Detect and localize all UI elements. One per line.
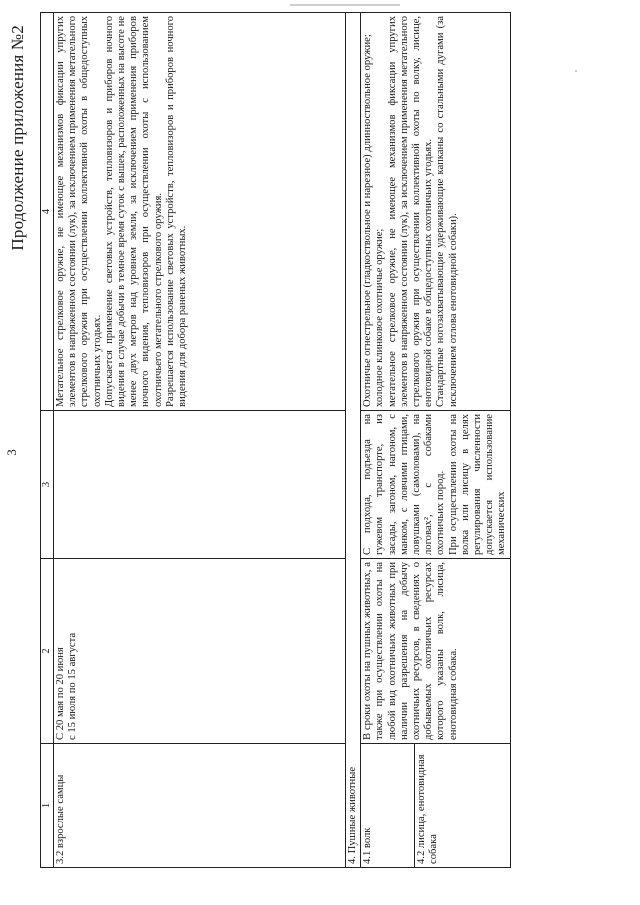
section-row <box>346 13 361 868</box>
species-cell: 3.2 взрослые самцы <box>54 744 346 868</box>
page-number: 3 <box>4 449 19 456</box>
tools-paragraph: холодное клинковое охотничье оружие; <box>374 228 386 407</box>
methods-paragraph: При осуществлении охоты на волка или лисицу в целях регулирования численности допускается использование механических <box>447 414 508 555</box>
period-line: с 15 июля по 15 августа <box>67 632 79 740</box>
periods-cell: В сроки охоты на пушных животных, а также при осуществлении охоты на любой вид охотничьих животных при наличии разрешения на добычу охотничьих ресурсов, в сведениях о добываемых охотничьих ресурсах которого указаны волк, лисица, енотовидная собака. <box>361 559 510 744</box>
methods-paragraph: С подхода, подъезда на гужевом транспорте, из засады, загоном, нагоном, с манком, с ловчими птицами, ловушками (самоловами), на логовах², с собаками охотничьих пород. <box>362 414 447 555</box>
section-title: 4. Пушные животные <box>346 13 361 868</box>
appendix-title: Продолжение приложения №2 <box>8 25 27 251</box>
species-cell: 4.2 лисица, енотовидная собака <box>414 744 510 868</box>
table-row <box>361 13 414 868</box>
column-header: 3 <box>41 411 54 559</box>
tools-paragraph: метательное стрелковое оружие, не имеющее механизмов фиксации упругих элементов в напряженном состоянии (лук), за исключением применения метательного стрелкового оружия при осуществлении коллективной охоты по волку, лисице, енотовидной собаке в общедоступных охотничьих угодьях. <box>386 16 435 407</box>
hunting-regulation-table <box>40 12 511 868</box>
tools-cell <box>54 13 346 411</box>
tools-paragraph: Стандартные ногозахватывающие удерживающие капканы со стальными дугами (за исключением отлова енотовидной собаки). <box>435 16 459 407</box>
column-header: 2 <box>41 559 54 744</box>
tools-paragraph: Охотничье огнестрельное (гладкоствольное и нарезное) длинноствольное оружие; <box>362 34 374 407</box>
methods-cell <box>361 411 510 559</box>
periods-cell <box>54 559 346 744</box>
table-row <box>54 13 346 868</box>
column-header: 1 <box>41 744 54 868</box>
period-line: С 20 мая по 20 июня <box>55 647 66 740</box>
tools-paragraph: Разрешается использование световых устройств, тепловизоров и приборов ночного видения для добора раненых животных. <box>164 16 189 407</box>
tools-paragraph: Метательное стрелковое оружие, не имеющее механизмов фиксации упругих элементов в напряженном состоянии (лук), за исключением применения метательного стрелкового оружия при осуществлении коллективной охоты в общедоступных охотничьих угодьях. <box>55 16 103 407</box>
methods-cell <box>54 411 346 559</box>
column-header: 4 <box>41 13 54 411</box>
tools-paragraph: Допускается применение световых устройств, тепловизоров и приборов ночного видения в случае добычи в темное время суток с вышек, расположенных на высоте не менее двух метров над уровнем земли, за исключением применения приборов ночного видения, тепловизоров при осуществлении охоты с использованием охотничьего метательного стрелкового оружия. <box>103 16 164 407</box>
table-header-row <box>41 13 54 868</box>
species-cell: 4.1 волк <box>361 744 414 868</box>
tools-cell <box>361 13 510 411</box>
